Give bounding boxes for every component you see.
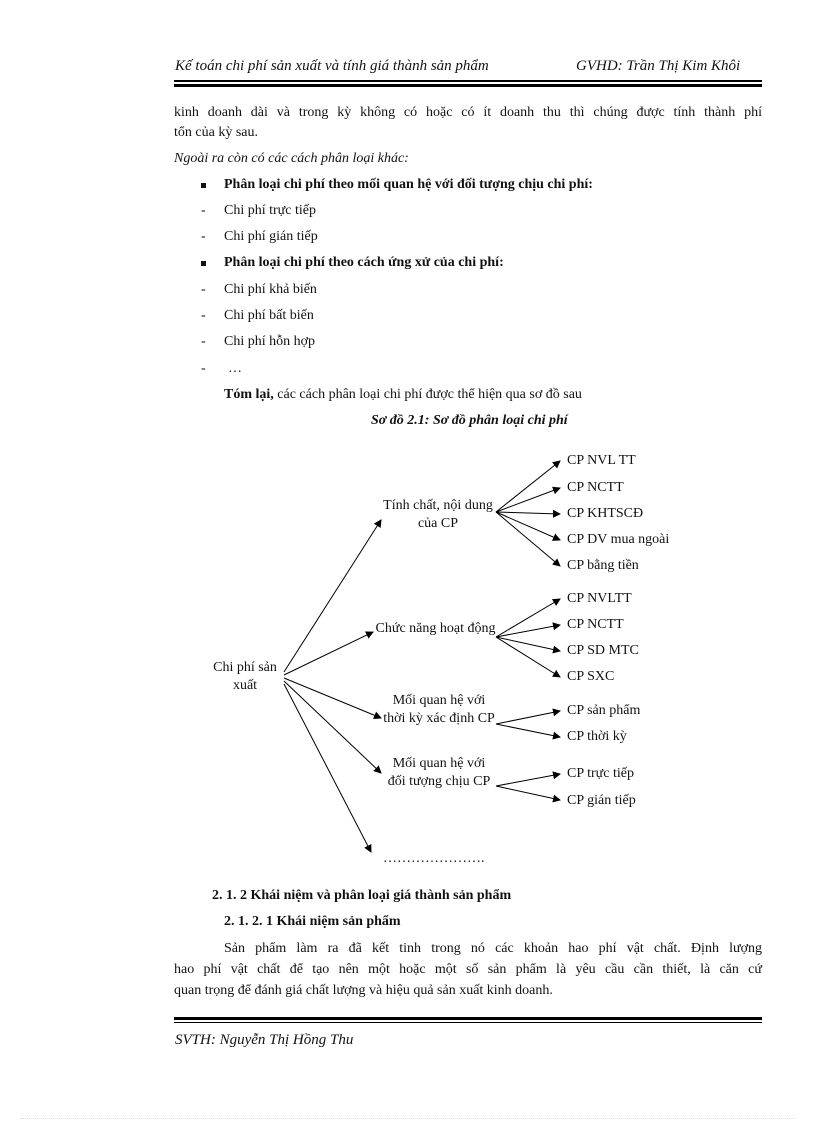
footer-rule-thick (174, 1017, 762, 1020)
arrow-b4-leaf-2 (496, 786, 560, 800)
dash: - (201, 229, 206, 244)
dash: - (201, 308, 206, 323)
arrow-b1-leaf-3 (496, 512, 560, 514)
diagram-leaf: CP NCTT (567, 480, 624, 495)
arrow-b3-leaf-2 (496, 724, 560, 737)
diagram-leaf: CP gián tiếp (567, 793, 636, 808)
arrow-b1-leaf-5 (496, 512, 560, 566)
diagram-leaf: CP NVLTT (567, 591, 632, 606)
arrow-b1-leaf-1 (496, 461, 560, 512)
arrow-b2-leaf-3 (496, 637, 560, 651)
header-left: Kế toán chi phí sản xuất và tính giá thành sản phẩm (175, 58, 489, 74)
diagram-leaf: CP KHTSCĐ (567, 506, 644, 521)
intro-line-2: tổn của kỳ sau. (174, 125, 258, 140)
diagram-branch-3: Mối quan hệ với thời kỳ xác định CP (383, 693, 495, 726)
diagram-leaf: CP trực tiếp (567, 766, 634, 781)
diagram-leaf: CP thời kỳ (567, 729, 627, 744)
summary-lead: Tóm lại, (224, 387, 274, 402)
diagram-title: Sơ đồ 2.1: Sơ đồ phân loại chi phí (371, 413, 568, 428)
arrow-b1-leaf-2 (496, 488, 560, 512)
diagram-branch-2: Chức năng hoạt động (375, 621, 496, 636)
diagram-leaf: CP NCTT (567, 617, 624, 632)
dash: - (201, 361, 206, 376)
arrow-root-branch-4 (284, 681, 381, 773)
diagram-branch-1: Tính chất, nội dung của CP (383, 498, 493, 531)
dash: - (201, 334, 206, 349)
group2-item-1: Chi phí khả biến (224, 282, 317, 297)
diagram-root: Chi phí sản xuất (213, 660, 277, 693)
paragraph-line-1: Sản phẩm làm ra đã kết tinh trong nó các khoản hao phí vật chất. Định lượng (224, 941, 762, 956)
group2-item-2: Chi phí bất biến (224, 308, 314, 323)
group2-item-3: Chi phí hỗn hợp (224, 334, 316, 349)
group1-item-1: Chi phí trực tiếp (224, 203, 316, 218)
arrow-b2-leaf-4 (496, 637, 560, 677)
heading-2-1-2-1: 2. 1. 2. 1 Khái niệm sản phẩm (224, 914, 401, 929)
dash: - (201, 282, 206, 297)
diagram-leaf: CP bằng tiền (567, 558, 639, 573)
page-bottom-dotted-line (20, 1118, 796, 1119)
group1-item-2: Chi phí gián tiếp (224, 229, 318, 244)
paragraph-line-3: quan trọng để đánh giá chất lượng và hiệu quả sản xuất kinh doanh. (174, 983, 553, 998)
arrow-b4-leaf-1 (496, 774, 560, 786)
heading-2-1-2: 2. 1. 2 Khái niệm và phân loại giá thành sản phẩm (212, 888, 512, 903)
group1-heading: Phân loại chi phí theo mối quan hệ với đối tượng chịu chi phí: (224, 177, 593, 192)
summary-rest: các cách phân loại chi phí được thể hiện qua sơ đồ sau (273, 387, 582, 402)
arrow-b3-leaf-1 (496, 711, 560, 724)
header-right: GVHD: Trần Thị Kim Khôi (576, 58, 741, 74)
footer-student: SVTH: Nguyễn Thị Hồng Thu (175, 1032, 354, 1048)
diagram-ellipsis: …………………. (383, 851, 485, 866)
arrow-root-ellipsis (284, 684, 371, 852)
footer-rule-thin (174, 1022, 762, 1023)
arrow-b1-leaf-4 (496, 512, 560, 540)
diagram-leaf: CP SXC (567, 669, 615, 684)
arrow-root-branch-2 (284, 632, 373, 675)
dash: - (201, 203, 206, 218)
group2-item-4: … (228, 361, 242, 376)
diagram-leaf: CP NVL TT (567, 453, 636, 468)
diagram-leaf: CP sản phẩm (567, 703, 641, 718)
paragraph-line-2: hao phí vật chất để tạo nên một hoặc một số sản phẩm là yêu cầu cần thiết, là căn cứ (174, 962, 762, 977)
diagram-leaf: CP SD MTC (567, 643, 639, 658)
diagram-branch-4: Mối quan hệ với đối tượng chịu CP (387, 756, 491, 789)
intro-line-1: kinh doanh dài và trong kỳ không có hoặc có ít doanh thu thì chúng được tính thành phí (174, 105, 762, 120)
diagram-leaf: CP DV mua ngoài (567, 532, 670, 547)
other-ways-text: Ngoài ra còn có các cách phân loại khác: (174, 151, 409, 166)
arrow-root-branch-1 (284, 520, 381, 672)
group2-heading: Phân loại chi phí theo cách ứng xử của chi phí: (224, 255, 504, 270)
